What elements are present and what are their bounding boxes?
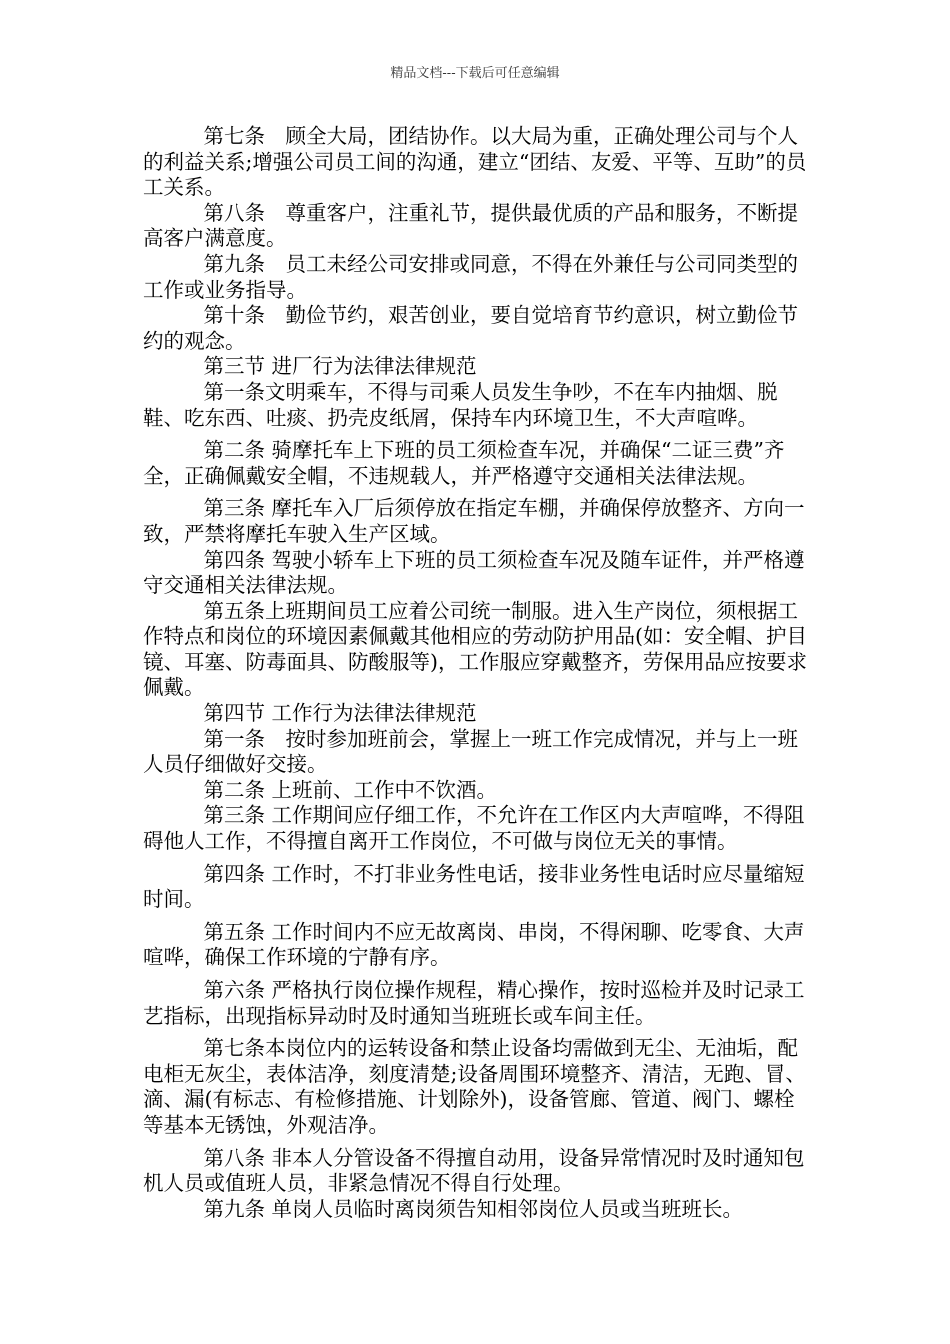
section-3-article-5-paragraph: 第五条上班期间员工应着公司统一制服。进入生产岗位，须根据工作特点和岗位的环境因素佩戴其他相应的劳动防护用品(如：安全帽、护目镜、耳塞、防毒面具、防酸服等)，工作服应穿戴整齐，劳保用品应按要求佩戴。 <box>143 598 807 700</box>
section-4-article-6-paragraph: 第六条 严格执行岗位操作规程，精心操作，按时巡检并及时记录工艺指标，出现指标异动时及时通知当班班长或车间主任。 <box>143 978 805 1028</box>
section-4-heading: 第四节 工作行为法律法律规范 <box>203 701 477 726</box>
section-4-article-2-paragraph: 第二条 上班前、工作中不饮酒。 <box>203 777 497 802</box>
section-4-article-3-paragraph: 第三条 工作期间应仔细工作，不允许在工作区内大声喧哗，不得阻碍他人工作，不得擅自离开工作岗位，不可做与岗位无关的事情。 <box>143 803 805 854</box>
section-4-article-8-paragraph: 第八条 非本人分管设备不得擅自动用，设备异常情况时及时通知包机人员或值班人员，非紧急情况不得自行处理。 <box>143 1145 805 1196</box>
section-3-article-1-paragraph: 第一条文明乘车，不得与司乘人员发生争吵，不在车内抽烟、脱鞋、吃东西、吐痰、扔壳皮纸屑，保持车内环境卫生，不大声喧哗。 <box>143 379 778 430</box>
section-4-article-7-paragraph: 第七条本岗位内的运转设备和禁止设备均需做到无尘、无油垢，配电柜无灰尘，表体洁净，刻度清楚;设备周围环境整齐、清洁，无跑、冒、滴、漏(有标志、有检修措施、计划除外)，设备管廊、管道、阀门、螺栓等基本无锈蚀，外观洁净。 <box>143 1036 806 1137</box>
section-4-article-1-paragraph: 第一条 按时参加班前会，掌握上一班工作完成情况，并与上一班人员仔细做好交接。 <box>143 726 798 777</box>
document-body <box>143 124 813 1222</box>
section-3-article-4-paragraph: 第四条 驾驶小轿车上下班的员工须检查车况及随车证件，并严格遵守交通相关法律法规。 <box>143 547 805 598</box>
section-4-article-5-paragraph: 第五条 工作时间内不应无故离岗、串岗，不得闲聊、吃零食、大声喧哗，确保工作环境的宁静有序。 <box>143 919 805 970</box>
page-header: 精品文档---下载后可任意编辑 <box>390 66 560 81</box>
article-10-paragraph: 第十条 勤俭节约，艰苦创业，要自觉培育节约意识，树立勤俭节约的观念。 <box>143 303 798 353</box>
section-3-article-2-paragraph: 第二条 骑摩托车上下班的员工须检查车况，并确保“二证三费”齐全，正确佩戴安全帽，不违规载人，并严格遵守交通相关法律法规。 <box>143 438 785 488</box>
section-3-heading: 第三节 进厂行为法律法律规范 <box>203 354 477 379</box>
article-8-paragraph: 第八条 尊重客户，注重礼节，提供最优质的产品和服务，不断提高客户满意度。 <box>143 200 798 251</box>
section-4-article-9-paragraph: 第九条 单岗人员临时离岗须告知相邻岗位人员或当班班长。 <box>203 1196 743 1221</box>
article-9-paragraph: 第九条 员工未经公司安排或同意，不得在外兼任与公司同类型的工作或业务指导。 <box>143 251 798 302</box>
section-4-article-4-paragraph: 第四条 工作时，不打非业务性电话，接非业务性电话时应尽量缩短时间。 <box>143 861 805 912</box>
article-7-paragraph: 第七条 顾全大局，团结协作。以大局为重，正确处理公司与个人的利益关系;增强公司员工间的沟通，建立“团结、友爱、平等、互助”的员工关系。 <box>143 124 807 200</box>
section-3-article-3-paragraph: 第三条 摩托车入厂后须停放在指定车棚，并确保停放整齐、方向一致，严禁将摩托车驶入生产区域。 <box>143 496 805 546</box>
